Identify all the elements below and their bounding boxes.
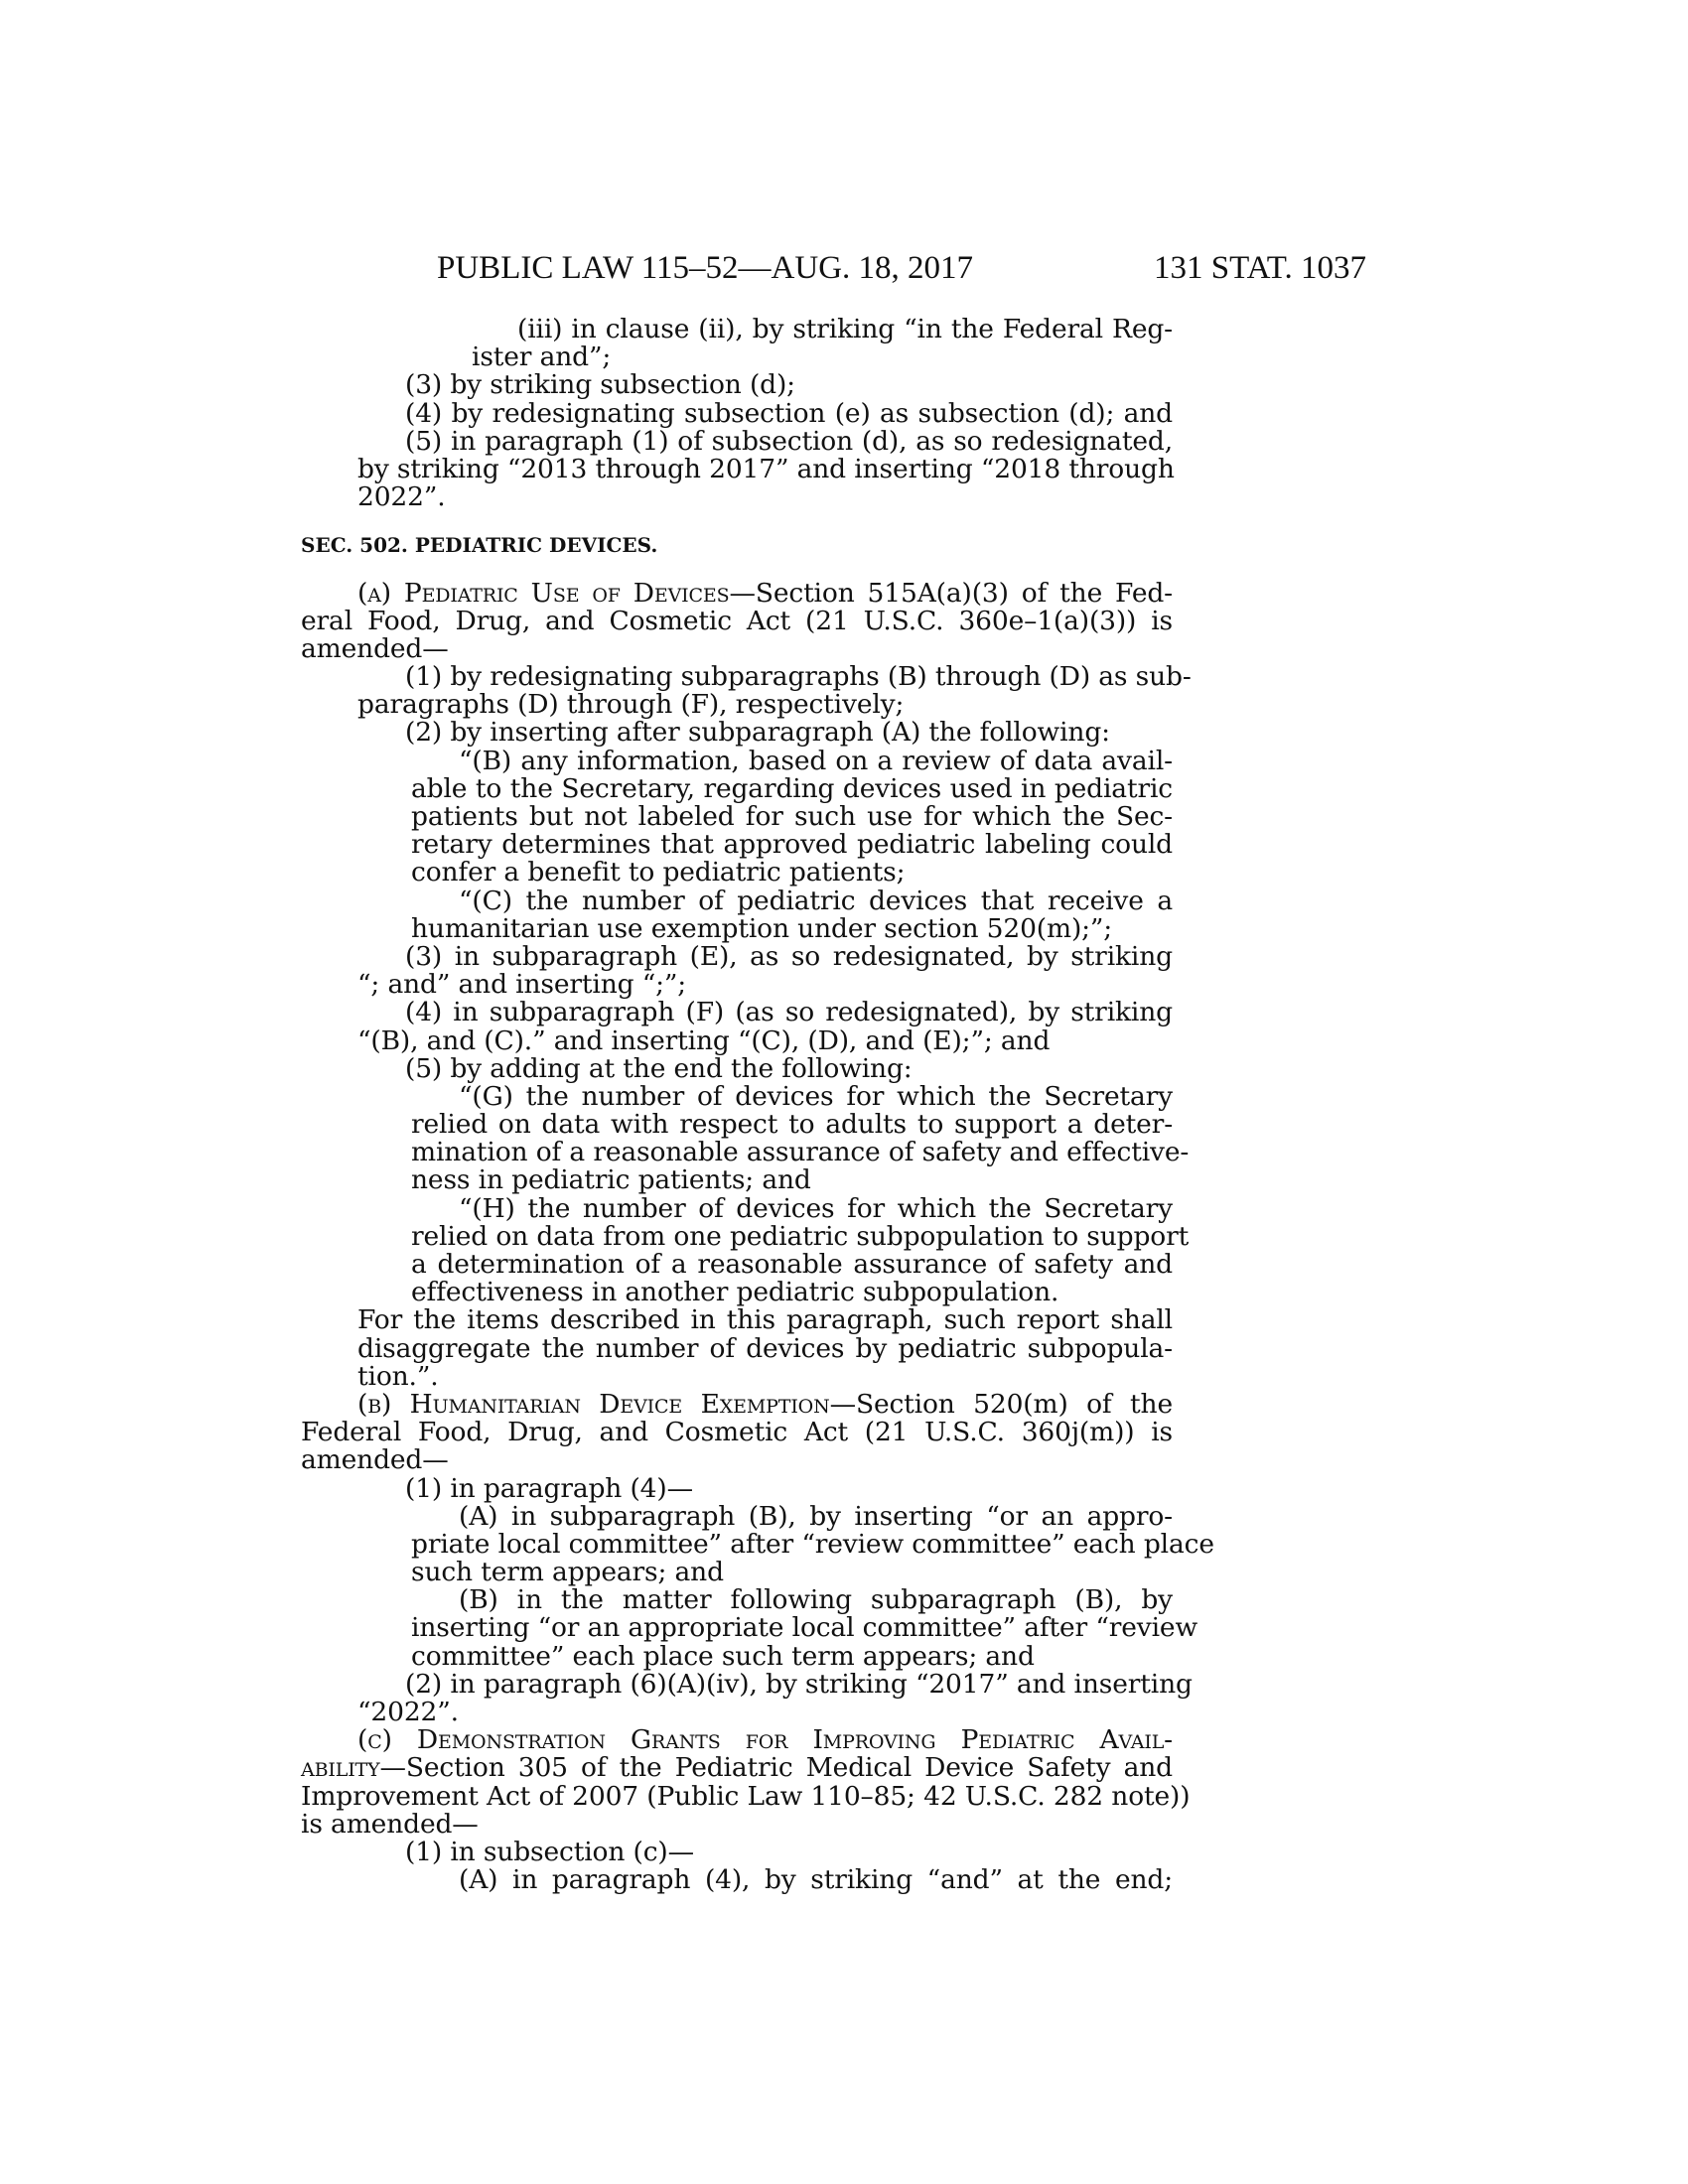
text-line: (4) in subparagraph (F) (as so redesignated), by striking — [405, 997, 1173, 1028]
text-line: priate local committee” after “review committee” each place — [411, 1528, 1214, 1560]
text-line: “(B), and (C).” and inserting “(C), (D), and (E);”; and — [357, 1024, 1051, 1056]
text-line: 2022”. — [357, 481, 446, 513]
text-line: relied on data with respect to adults to support a deter- — [411, 1109, 1173, 1141]
text-line: (1) by redesignating subparagraphs (B) through (D) as sub- — [405, 661, 1192, 693]
text-line: (2) by inserting after subparagraph (A) the following: — [405, 717, 1110, 749]
text-line: (A) in paragraph (4), by striking “and” at the end; — [459, 1864, 1173, 1896]
text-line: “2022”. — [357, 1697, 459, 1727]
text-line: is amended— — [301, 1808, 479, 1840]
text-line: (iii) in clause (ii), by striking “in the Federal Reg- — [517, 314, 1173, 344]
text-line: (1) in paragraph (4)— — [405, 1472, 693, 1504]
subsection-heading-continued: ability — [301, 1752, 380, 1784]
text-line: (4) by redesignating subsection (e) as subsection (d); and — [405, 397, 1173, 429]
text-line: “(C) the number of pediatric devices that receive a — [459, 885, 1173, 916]
section-heading: SEC. 502. PEDIATRIC DEVICES. — [301, 533, 658, 558]
text-line: ister and”; — [472, 341, 612, 373]
subsection-heading: (c) Demonstration Grants for Improving Pediatric Avail- — [357, 1724, 1173, 1756]
text-line: retary determines that approved pediatric labeling could — [411, 829, 1173, 861]
text-line: (B) in the matter following subparagraph (B), by — [459, 1584, 1173, 1616]
text-line: mination of a reasonable assurance of safety and effective- — [411, 1137, 1190, 1168]
text-line: “; and” and inserting “;”; — [357, 969, 687, 1001]
text-line: ability—Section 305 of the Pediatric Medical Device Safety and — [301, 1752, 1173, 1784]
text-line: (a) Pediatric Use of Devices—Section 515A(a)(3) of the Fed- — [357, 577, 1173, 609]
text-line: inserting “or an appropriate local committee” after “review — [411, 1612, 1197, 1644]
text-line: “(B) any information, based on a review of data avail- — [459, 745, 1173, 776]
text-line: relied on data from one pediatric subpopulation to support — [411, 1220, 1190, 1252]
text-line: able to the Secretary, regarding devices used in pediatric — [411, 772, 1173, 804]
text-line: (3) by striking subsection (d); — [405, 369, 795, 401]
running-header-citation: PUBLIC LAW 115–52—AUG. 18, 2017 — [437, 250, 974, 286]
text-line: humanitarian use exemption under section 520(m);”; — [411, 912, 1113, 944]
text-line: For the items described in this paragraph, such report shall — [357, 1304, 1173, 1336]
text-line: eral Food, Drug, and Cosmetic Act (21 U.S.C. 360e–1(a)(3)) is — [301, 605, 1173, 636]
text-line: confer a benefit to pediatric patients; — [411, 857, 906, 888]
document-body — [0, 316, 1688, 1894]
text-line: “(H) the number of devices for which the Secretary — [459, 1192, 1173, 1224]
text-line: (3) in subparagraph (E), as so redesignated, by striking — [405, 940, 1173, 972]
text-line: disaggregate the number of devices by pediatric subpopula- — [357, 1332, 1173, 1364]
text-line: tion.”. — [357, 1360, 439, 1392]
text-line: a determination of a reasonable assurance of safety and — [411, 1249, 1173, 1280]
text-line: “(G) the number of devices for which the Secretary — [459, 1080, 1173, 1112]
text-line: committee” each place such term appears; and — [411, 1640, 1035, 1672]
text-line — [357, 1726, 1173, 1754]
text-line: patients but not labeled for such use for which the Sec- — [411, 801, 1173, 832]
text-line: (A) in subparagraph (B), by inserting “or an appro- — [459, 1500, 1173, 1532]
text-line: effectiveness in another pediatric subpopulation. — [411, 1277, 1059, 1308]
text-line: (1) in subsection (c)— — [405, 1836, 694, 1867]
text-line: such term appears; and — [411, 1557, 724, 1588]
text-line: amended— — [301, 1444, 449, 1476]
text-line: (5) by adding at the end the following: — [405, 1052, 913, 1084]
subsection-heading: (a) Pediatric Use of Devices — [357, 577, 730, 609]
text-line: (b) Humanitarian Device Exemption—Section 520(m) of the — [357, 1388, 1174, 1420]
text-line: ness in pediatric patients; and — [411, 1164, 811, 1196]
text-line: (5) in paragraph (1) of subsection (d), as so redesignated, — [405, 425, 1173, 457]
statute-page-number: 131 STAT. 1037 — [1154, 250, 1367, 286]
text-line: by striking “2013 through 2017” and inserting “2018 through — [357, 453, 1175, 484]
subsection-heading: (b) Humanitarian Device Exemption — [357, 1388, 830, 1420]
text-line: Improvement Act of 2007 (Public Law 110–85; 42 U.S.C. 282 note)) — [301, 1780, 1191, 1812]
text-line: Federal Food, Drug, and Cosmetic Act (21 U.S.C. 360j(m)) is — [301, 1417, 1173, 1448]
text-line: (2) in paragraph (6)(A)(iv), by striking “2017” and inserting — [405, 1668, 1193, 1700]
text-line: amended— — [301, 632, 449, 664]
text-line: paragraphs (D) through (F), respectively; — [357, 689, 905, 721]
